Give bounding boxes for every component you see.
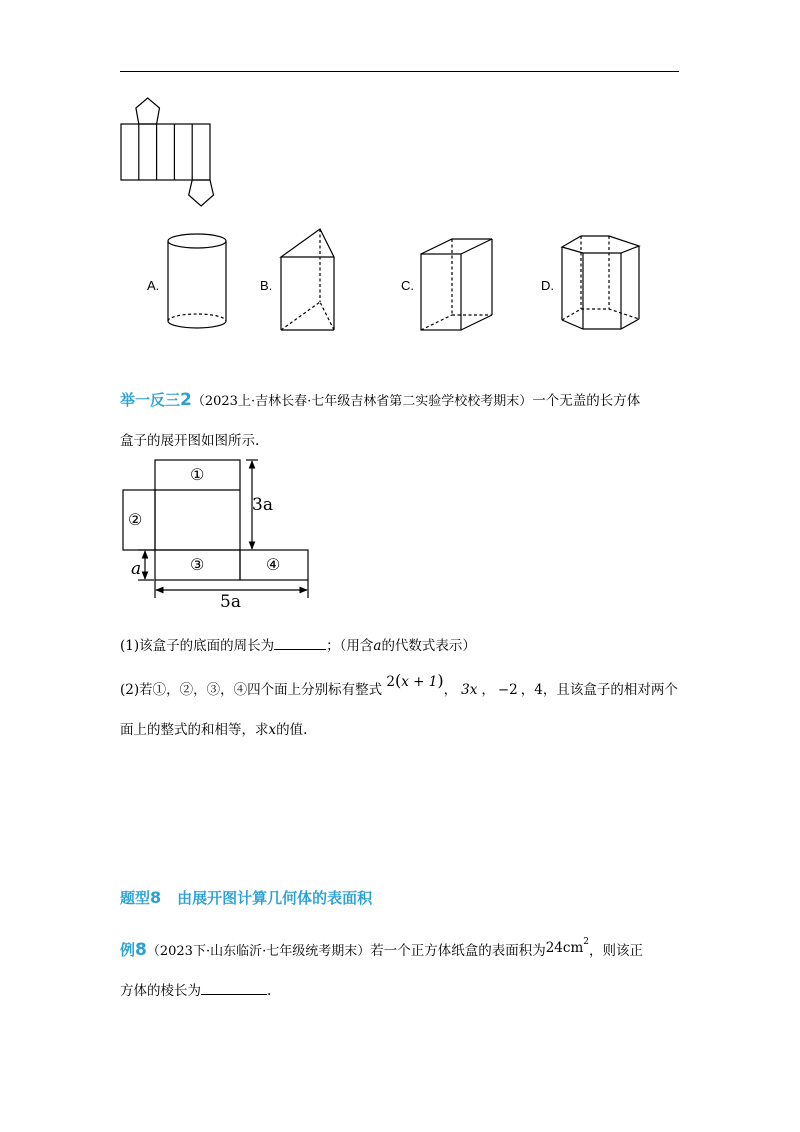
example8-text-1-end: ，则该正 (589, 943, 643, 959)
question-2-line2: 面上的整式的和相等，求x的值. (120, 722, 308, 738)
question-2-line1 (120, 671, 678, 698)
example-8-line1 (120, 937, 643, 960)
rectangular-prism-figure (418, 236, 494, 334)
q2-variable: x (268, 722, 277, 738)
option-b-label: B. (260, 278, 273, 293)
option-a-label: A. (147, 278, 160, 293)
cylinder-figure (165, 232, 229, 332)
net-height-label: 3a (252, 495, 273, 515)
q1-suffix-b: 的代数式表示） (381, 638, 476, 654)
q2-expression-3: −2 (497, 682, 518, 698)
net-face-3-label: ③ (190, 555, 205, 574)
q1-variable: a (373, 638, 382, 654)
section-number: 8 (150, 888, 162, 907)
q1-suffix-a: ；（用含 (326, 638, 374, 654)
juyi-text-1: 一个无盖的长方体 (532, 393, 641, 409)
q1-prefix: (1)该盒子的底面的周长为 (120, 638, 275, 654)
example8-tag: 例 (120, 941, 136, 959)
section-tag: 题型 (120, 889, 151, 907)
box-net-figure (118, 455, 318, 615)
option-c-label: C. (401, 278, 414, 293)
juyi-tag: 举一反三 (120, 391, 181, 409)
q2-sep-1: ， (443, 682, 458, 698)
example8-text-1: 若一个正方体纸盒的表面积为 (370, 943, 546, 959)
example-8-line2: 方体的棱长为 . (120, 983, 272, 999)
section-title: 由展开图计算几何体的表面积 (177, 889, 373, 907)
q2-expression-2: 3x (461, 682, 478, 698)
q2-sep-2: ， (481, 682, 495, 698)
net-face-1-label: ① (190, 465, 205, 484)
juyi-number: 2 (180, 390, 192, 410)
pentagonal-prism-net-figure (118, 96, 224, 212)
q1-answer-blank[interactable] (274, 649, 326, 650)
net-face-2-label: ② (128, 510, 143, 529)
example-juyi-line1 (120, 392, 640, 409)
question-1 (120, 640, 476, 654)
net-face-4-label: ④ (266, 555, 281, 574)
net-width-label: 5a (220, 592, 241, 612)
example8-value: $24cm^2$ (545, 937, 589, 956)
juyi-source: （2023上·吉林长春·七年级吉林省第二实验学校校考期末） (191, 394, 533, 409)
option-d-label: D. (541, 278, 554, 293)
example8-answer-blank[interactable] (201, 994, 267, 995)
header-rule (120, 71, 679, 72)
q2-rest: ，4，且该盒子的相对两个 (520, 682, 678, 698)
net-depth-label: a (131, 559, 142, 579)
q2-prefix: (2)若①，②，③，④四个面上分别标有整式 (120, 682, 383, 698)
example8-source: （2023下·山东临沂·七年级统考期末） (146, 944, 371, 959)
triangular-prism-figure (278, 226, 342, 334)
pentagonal-prism-figure (559, 233, 643, 333)
juyi-text-2: 盒子的展开图如图所示. (120, 433, 260, 449)
section-heading (120, 887, 372, 908)
example8-number: 8 (135, 940, 147, 960)
q2-expression-1: 2(x + 1) (386, 671, 444, 690)
